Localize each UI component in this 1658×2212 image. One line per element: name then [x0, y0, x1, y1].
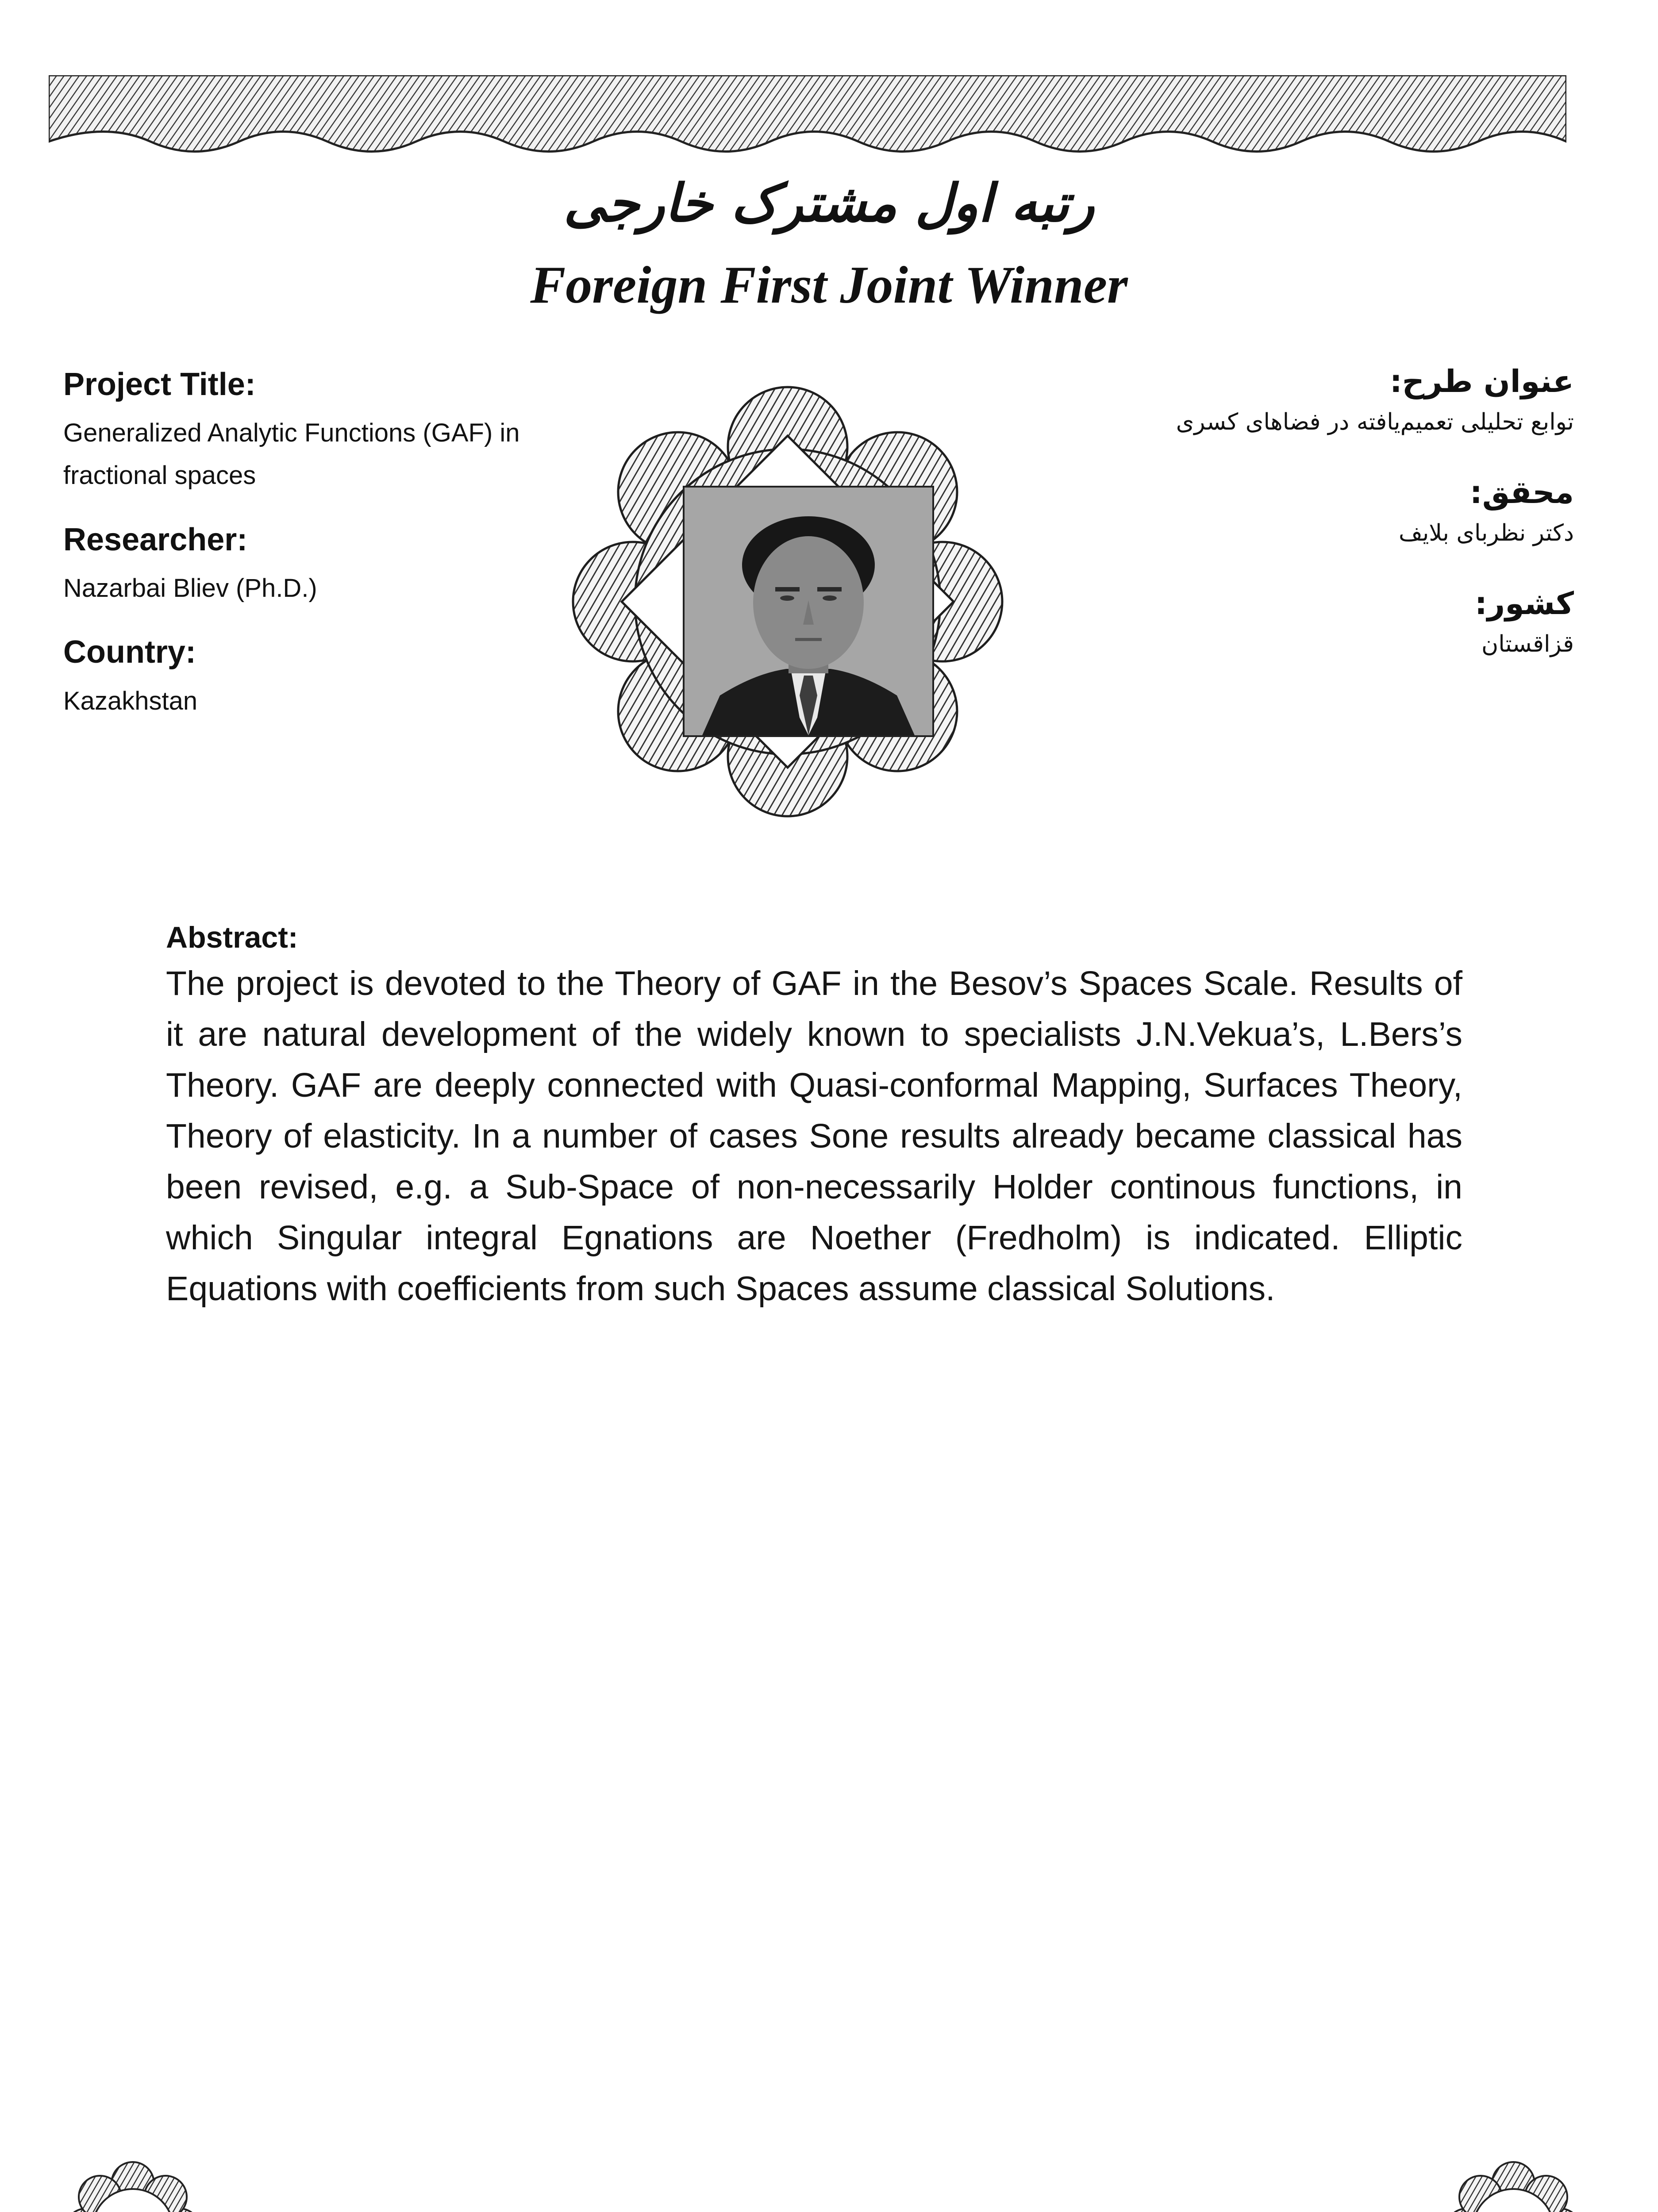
portrait-photo: [683, 486, 934, 737]
project-title-label-fa: عنوان طرح:: [1389, 363, 1574, 399]
country-label-fa: کشور:: [1474, 585, 1574, 622]
page-number-badge-right: [1443, 2159, 1584, 2212]
decorative-header-band: [49, 75, 1566, 155]
country-label: Country:: [63, 634, 196, 670]
abstract-label: Abstract:: [166, 921, 298, 954]
page-number-left: [62, 2159, 204, 2212]
country-value-fa: قزاقستان: [1481, 630, 1574, 657]
country-value: Kazakhstan: [63, 686, 198, 715]
researcher-label: Researcher:: [63, 522, 248, 557]
page-number-right: [1443, 2159, 1584, 2212]
info-persian: [1043, 363, 1574, 660]
researcher-value: Nazarbai Bliev (Ph.D.): [63, 573, 317, 603]
page-number-badge-left: [62, 2159, 204, 2212]
abstract-section: [166, 920, 1462, 1314]
abstract-text: The project is devoted to the Theory of GAF in the Besov’s Spaces Scale. Results of it are natural development of the widely known to specialists J.N.Vekua’s, L.Bers’s Theory. GAF are deeply connected with Quasi-conformal Mapping, Surfaces Theory, Theory of elasticity. In a number of cases Sone results already became classical has been revised, e.g. a Sub-Space of non-necessarily Holder continous functions, in which Singular integral Egnations are Noether (Fredholm) is indicated. Elliptic Equations with coefficients from such Spaces assume classical Solutions.: [166, 964, 1462, 1308]
info-english: [63, 367, 572, 722]
project-title-value-fa: توابع تحلیلی تعمیم‌یافته در فضاهای کسری: [1176, 409, 1574, 435]
researcher-label-fa: محقق:: [1470, 474, 1574, 511]
project-title-label: Project Title:: [63, 367, 256, 402]
project-title-value: Generalized Analytic Functions (GAF) in fractional spaces: [63, 419, 520, 490]
page-title-persian: رتبه اول مشترک خارجی: [563, 173, 1095, 234]
researcher-value-fa: دکتر نظربای بلایف: [1399, 519, 1574, 546]
page-title-english: Foreign First Joint Winner: [530, 255, 1128, 314]
